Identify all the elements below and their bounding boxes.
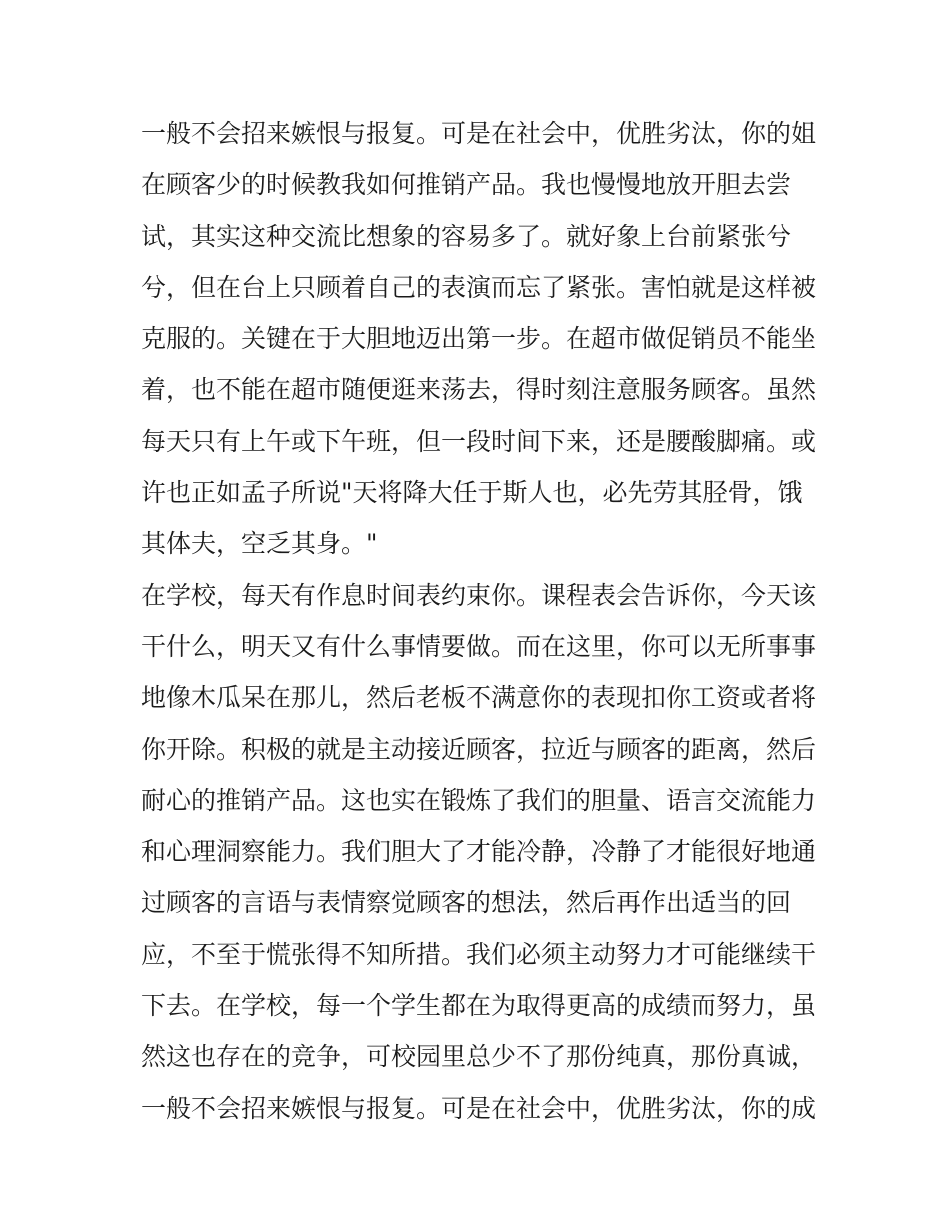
text-line-5: 克服的。关键在于大胆地迈出第一步。在超市做促销员不能坐 [141,324,817,354]
text-line-4: 兮，但在台上只顾着自己的表演而忘了紧张。害怕就是这样被 [141,272,817,302]
text-line-19: 然这也存在的竞争，可校园里总少不了那份纯真，那份真诚， [141,1042,817,1072]
text-line-2: 在顾客少的时候教我如何推销产品。我也慢慢地放开胆去尝 [141,170,792,200]
text-line-1: 一般不会招来嫉恨与报复。可是在社会中，优胜劣汰，你的姐 [141,119,817,148]
text-line-15: 和心理洞察能力。我们胆大了才能冷静，冷静了才能很好地通 [141,837,817,867]
text-line-16: 过顾客的言语与表情察觉顾客的想法，然后再作出适当的回 [141,888,792,918]
text-line-12: 地像木瓜呆在那儿，然后老板不满意你的表现扣你工资或者将 [141,683,817,713]
text-line-6: 着，也不能在超市随便逛来荡去，得时刻注意服务顾客。虽然 [141,375,817,405]
text-line-8: 许也正如孟子所说"天将降大任于斯人也，必先劳其胫骨，饿 [141,478,803,508]
text-line-20: 一般不会招来嫉恨与报复。可是在社会中，优胜劣汰，你的成 [141,1093,817,1123]
text-line-9: 其体夫，空乏其身。" [141,529,378,559]
text-line-10: 在学校，每天有作息时间表约束你。课程表会告诉你，今天该 [141,580,817,610]
text-line-7: 每天只有上午或下午班，但一段时间下来，还是腰酸脚痛。或 [141,426,817,456]
text-line-17: 应，不至于慌张得不知所措。我们必须主动努力才可能继续干 [141,939,817,969]
text-line-18: 下去。在学校，每一个学生都在为取得更高的成绩而努力，虽 [141,991,817,1021]
text-line-14: 耐心的推销产品。这也实在锻炼了我们的胆量、语言交流能力 [141,785,817,815]
text-line-11: 干什么，明天又有什么事情要做。而在这里，你可以无所事事 [141,631,817,661]
body-text [141,108,821,1134]
text-line-13: 你开除。积极的就是主动接近顾客，拉近与顾客的距离，然后 [141,734,817,764]
text-line-3: 试，其实这种交流比想象的容易多了。就好象上台前紧张兮 [141,221,792,251]
